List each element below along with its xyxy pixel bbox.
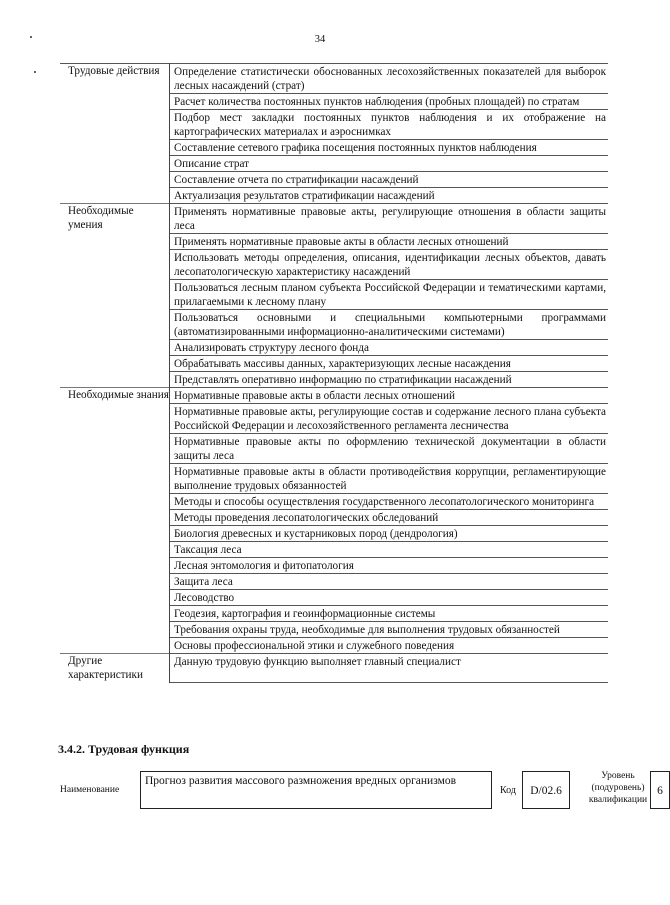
requirement-item: Защита леса [170,574,609,590]
requirement-item: Нормативные правовые акты в области противодействия коррупции, регламентирующие выполнение трудовых обязанностей [170,464,609,494]
requirement-item: Методы и способы осуществления государственного лесопатологического мониторинга [170,494,609,510]
table-row [60,654,608,683]
requirement-item: Требования охраны труда, необходимые для выполнения трудовых обязанностей [170,622,609,638]
level-label: Уровень (подуровень) квалификации [588,771,648,805]
code-field: D/02.6 [522,771,570,809]
requirement-item: Геодезия, картография и геоинформационные системы [170,606,609,622]
margin-mark [30,36,32,38]
requirement-item: Актуализация результатов стратификации насаждений [170,188,609,204]
requirement-item: Нормативные правовые акты, регулирующие состав и содержание лесного плана субъекта Российской Федерации и лесохозяйственного регламента лесничества [170,404,609,434]
requirement-item: Нормативные правовые акты по оформлению технической документации в области защиты леса [170,434,609,464]
margin-mark [34,71,36,73]
requirement-item: Биология древесных и кустарниковых пород (дендрология) [170,526,609,542]
table-row [60,64,608,94]
function-name-field: Прогноз развития массового размножения вредных организмов [140,771,492,809]
requirement-item: Лесная энтомология и фитопатология [170,558,609,574]
requirement-item: Обрабатывать массивы данных, характеризующих лесные насаждения [170,356,609,372]
requirement-item: Представлять оперативно информацию по стратификации насаждений [170,372,609,388]
requirement-item: Основы профессиональной этики и служебного поведения [170,638,609,654]
requirement-item: Анализировать структуру лесного фонда [170,340,609,356]
page-number: 34 [314,34,326,45]
requirement-item: Пользоваться лесным планом субъекта Российской Федерации и тематическими картами, прилагаемыми к лесному плану [170,280,609,310]
requirement-item: Расчет количества постоянных пунктов наблюдения (пробных площадей) по стратам [170,94,609,110]
category-label: Необходимые умения [60,204,170,388]
requirement-item: Описание страт [170,156,609,172]
category-label: Необходимые знания [60,388,170,654]
table-row [60,204,608,234]
requirement-item: Определение статистически обоснованных лесохозяйственных показателей для выборок лесных насаждений (страт) [170,64,609,94]
requirement-item: Составление сетевого графика посещения постоянных пунктов наблюдения [170,140,609,156]
requirement-item: Данную трудовую функцию выполняет главный специалист [170,654,609,683]
requirement-item: Нормативные правовые акты в области лесных отношений [170,388,609,404]
requirement-item: Пользоваться основными и специальными компьютерными программами (автоматизированными информационно-аналитическими системами) [170,310,609,340]
requirement-item: Составление отчета по стратификации насаждений [170,172,609,188]
category-label: Другие характеристики [60,654,170,683]
labor-function-table [60,63,608,683]
section-title: 3.4.2. Трудовая функция [58,742,190,756]
category-label: Трудовые действия [60,64,170,204]
requirement-item: Подбор мест закладки постоянных пунктов наблюдения и их отображение на картографических материалах и аэроснимках [170,110,609,140]
requirement-item: Использовать методы определения, описания, идентификации лесных объектов, давать лесопатологическую характеристику насаждений [170,250,609,280]
labor-function-header [60,771,663,815]
requirement-item: Таксация леса [170,542,609,558]
requirement-item: Применять нормативные правовые акты, регулирующие отношения в области защиты леса [170,204,609,234]
requirement-item: Методы проведения лесопатологических обследований [170,510,609,526]
name-label: Наименование [60,785,120,795]
requirement-item: Лесоводство [170,590,609,606]
requirement-item: Применять нормативные правовые акты в области лесных отношений [170,234,609,250]
level-field: 6 [650,771,670,809]
table-row [60,388,608,404]
code-label: Код [500,785,516,796]
